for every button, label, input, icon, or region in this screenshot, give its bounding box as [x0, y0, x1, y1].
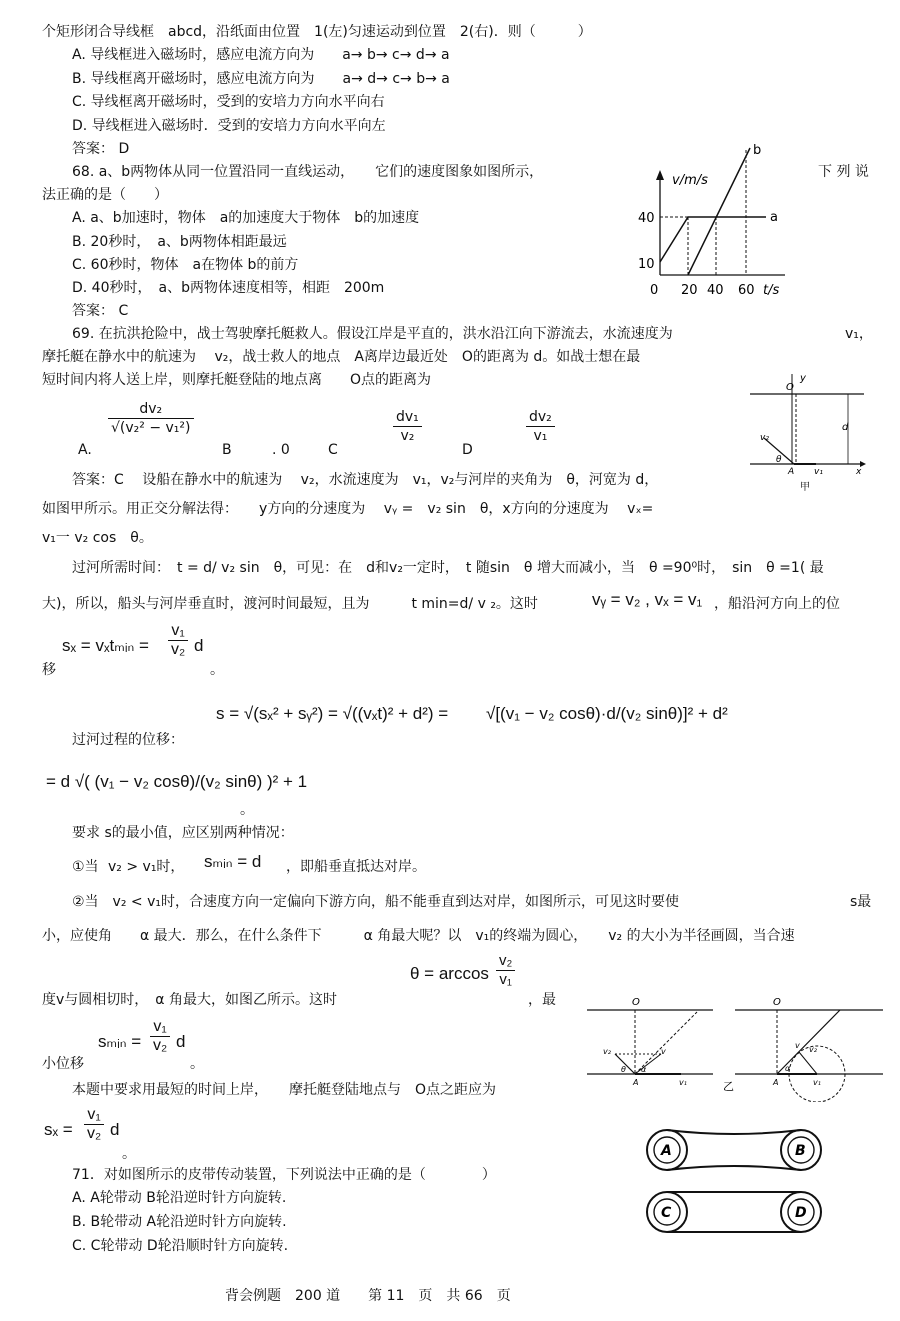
q69-stem-line2: 摩托艇在静水中的航速为 v₂，战士救人的地点 A离岸边最近处 O的距离为 d。如战士想在最 — [42, 349, 641, 365]
q69-stem-line3: 短时间内将人送上岸，则摩托艇登陆的地点离 O点的距离为 — [42, 372, 432, 388]
q68-option-d: D. 40秒时， a、b两物体速度相等，相距 200m — [72, 280, 385, 296]
q67-option-d: D. 导线框进入磁场时．受到的安培力方向水平向左 — [72, 118, 386, 134]
q69-case2-line1-tail: s最 — [850, 894, 872, 910]
belt-figure — [645, 1120, 825, 1270]
page-footer: 背会例题 200 道 第 11 页 共 66 页 — [225, 1288, 511, 1304]
q69-theta-formula: θ = arccos — [410, 964, 489, 983]
q68-stem: 68. a、b两物体从同一位置沿同一直线运动， 它们的速度图象如图所示， — [72, 164, 544, 180]
belt-cd — [647, 1192, 821, 1232]
q68-stem-tail: 下 列 说 — [818, 164, 869, 180]
q69-sx-prefix: sₓ = — [44, 1120, 73, 1139]
q69-smin-period: 。 — [190, 1056, 204, 1072]
q69-smin-word: 小位移 — [42, 1056, 84, 1072]
wheel-b-label: B — [795, 1143, 806, 1159]
q69-crossing-disp-formula: = d √( (v₁ − v₂ cosθ)/(v₂ sinθ) )² + 1 — [46, 772, 308, 791]
q69-answer-line1: 答案：C 设船在静水中的航速为 v₂，水流速度为 v₁，v₂与河岸的夹角为 θ，河宽为 d， — [72, 472, 659, 488]
q69-answer-line2: 如图甲所示。用正交分解法得： y方向的分速度为 vᵧ = v₂ sin θ，x方向的分速度为 vₓ= — [42, 501, 654, 517]
vt-label-b: b — [753, 143, 762, 158]
q69-stem: 69. 在抗洪抢险中，战士驾驶摩托艇救人。假设江岸是平直的，洪水沿江向下游流去，水流速度为 — [72, 326, 673, 342]
q69-option-b-value: . 0 — [272, 442, 290, 458]
q69-disp-word: 移 — [42, 662, 56, 678]
svg-text:α: α — [785, 1064, 791, 1073]
figure-yi — [585, 992, 885, 1102]
q69-case1-a: ①当 — [72, 859, 99, 875]
q68-option-a: A. a、b加速时，物体 a的加速度大于物体 b的加速度 — [72, 210, 420, 226]
q69-case1-d: ，即船垂直抵达对岸。 — [286, 859, 426, 875]
svg-text:v₂: v₂ — [809, 1045, 817, 1054]
q69-time-line2c: ，船沿河方向上的位 — [714, 596, 840, 612]
q68-option-b: B. 20秒时， a、b两物体相距最远 — [72, 234, 287, 250]
q71-option-b: B. B轮带动 A轮沿逆时针方向旋转. — [72, 1214, 287, 1230]
vt-label-a: a — [770, 210, 778, 225]
vt-xtick-60: 60 — [738, 283, 755, 298]
svg-text:甲: 甲 — [800, 482, 810, 493]
q69-sx-period: 。 — [122, 1146, 136, 1162]
q69-disp-frac: $\frac{\text{v₁}}{\text{v₂}}$ — [168, 622, 188, 659]
wheel-a-label: A — [661, 1143, 672, 1159]
q68-option-c: C. 60秒时，物体 a在物体 b的前方 — [72, 257, 299, 273]
vt-y-axis-label: v/m/s — [672, 173, 708, 188]
q69-sx-tail: d — [110, 1120, 120, 1139]
q67-stem: 个矩形闭合导线框 abcd，沿纸面由位置 1(左)匀速运动到位置 2(右)．则（ ） — [42, 24, 592, 40]
q71-option-a: A. A轮带动 B轮沿逆时针方向旋转. — [72, 1190, 287, 1206]
q69-conclusion: 本题中要求用最短的时间上岸， 摩托艇登陆地点与 O点之距应为 — [72, 1082, 497, 1098]
q69-s-formula-left: s = √(sₓ² + sᵧ²) = √((vₓt)² + d²) = — [216, 704, 449, 723]
q69-min-intro: 要求 s的最小值，应区别两种情况： — [72, 825, 294, 841]
svg-text:v₂: v₂ — [760, 433, 769, 443]
svg-text:v₁: v₁ — [814, 467, 823, 477]
svg-text:A: A — [633, 1078, 639, 1087]
q69-smin-frac: $\frac{\text{v₁}}{\text{v₂}}$ — [150, 1018, 170, 1055]
q69-theta-frac: $\frac{\text{v₂}}{\text{v₁}}$ — [496, 952, 515, 989]
q67-option-b: B. 导线框离开磁场时，感应电流方向为 a→ d→ c→ b→ a — [72, 71, 450, 87]
q69-case2-line1: ②当 v₂ < v₁时，合速度方向一定偏向下游方向，船不能垂直到达对岸，如图所示，可见这时要使 — [72, 894, 679, 910]
q69-option-d-frac: $\frac{\text{dv₂}}{\text{v₁}}$ — [526, 408, 555, 445]
svg-text:θ: θ — [621, 1065, 626, 1074]
vt-xtick-40: 40 — [707, 283, 724, 298]
svg-text:v₁: v₁ — [813, 1078, 821, 1087]
svg-text:v: v — [661, 1047, 666, 1056]
q69-time-line2b: vᵧ = v₂ , vₓ = v₁ — [592, 590, 703, 609]
q69-case2-line3-tail: ，最 — [528, 992, 556, 1008]
q68-stem-line2: 法正确的是（ ） — [42, 187, 168, 203]
svg-text:O: O — [773, 997, 781, 1008]
vt-line-b — [688, 148, 750, 275]
svg-text:y: y — [800, 373, 806, 384]
vt-x-axis-label: t/s — [763, 283, 780, 298]
q69-crossing-disp-period: 。 — [240, 802, 254, 818]
svg-text:x: x — [856, 467, 862, 477]
q69-sx-frac: $\frac{\text{v₁}}{\text{v₂}}$ — [84, 1106, 104, 1143]
wheel-d-label: D — [795, 1205, 807, 1221]
svg-text:A: A — [773, 1078, 779, 1087]
svg-text:v: v — [795, 1041, 800, 1050]
q69-case1-c: sₘᵢₙ = d — [204, 852, 262, 871]
q69-time-line1: 过河所需时间： t = d/ v₂ sin θ，可见：在 d和v₂一定时， t 随sin θ 增大而减小，当 θ =90⁰时， sin θ =1( 最 — [72, 560, 824, 576]
q69-disp-prefix: sₓ = vₓtₘᵢₙ = — [62, 636, 149, 655]
svg-text:d: d — [842, 422, 849, 433]
q69-case1-b: v₂ > v₁时， — [108, 859, 185, 875]
q69-answer-line3: v₁一 v₂ cos θ。 — [42, 530, 153, 546]
svg-text:v₂: v₂ — [603, 1047, 611, 1056]
svg-text:v₁: v₁ — [679, 1078, 687, 1087]
q69-smin-prefix: sₘᵢₙ = — [98, 1032, 142, 1051]
q69-option-c-frac: $\frac{\text{dv₁}}{\text{v₂}}$ — [393, 408, 422, 445]
svg-text:A: A — [788, 467, 795, 477]
wheel-c-label: C — [661, 1205, 672, 1221]
q69-option-a-frac: $\frac{\text{dv₂}}{\text{√(v₂² − v₁²)}}$ — [108, 400, 194, 437]
vt-ytick-10: 10 — [638, 257, 655, 272]
q67-option-a: A. 导线框进入磁场时，感应电流方向为 a→ b→ c→ d→ a — [72, 47, 450, 63]
q69-disp-tail: d — [194, 636, 204, 655]
q71-option-c: C. C轮带动 D轮沿顺时针方向旋转. — [72, 1238, 289, 1254]
q69-option-c-label: C — [328, 442, 338, 458]
figure-jia — [742, 372, 867, 494]
svg-text:α: α — [641, 1065, 647, 1074]
svg-text:O: O — [632, 997, 640, 1008]
q69-case2-line3: 度v与圆相切时， α 角最大，如图乙所示。这时 — [42, 992, 337, 1008]
q69-time-line2a: 大)，所以，船头与河岸垂直时，渡河时间最短，且为 t min=d/ v ₂。这时 — [42, 596, 538, 612]
q69-s-formula-right: √[(v₁ − v₂ cosθ)·d/(v₂ sinθ)]² + d² — [486, 704, 728, 723]
q67-answer: 答案： D — [72, 141, 130, 157]
q68-answer: 答案： C — [72, 303, 129, 319]
q69-stem-v1: v₁， — [845, 326, 873, 342]
q69-option-a-label: A. — [78, 442, 92, 458]
vt-graph — [630, 140, 800, 300]
q69-option-b-label: B — [222, 442, 232, 458]
vt-ytick-40: 40 — [638, 211, 655, 226]
svg-text:θ: θ — [776, 455, 782, 465]
q71-stem: 71．对如图所示的皮带传动装置，下列说法中正确的是（ ） — [72, 1167, 496, 1183]
belt-ab — [647, 1130, 821, 1170]
q69-smin-tail: d — [176, 1032, 186, 1051]
q67-option-c: C. 导线框离开磁场时，受到的安培力方向水平向右 — [72, 94, 385, 110]
q69-case2-line2: 小，应使角 α 最大．那么，在什么条件下 α 角最大呢？以 v₁的终端为圆心， v₂ 的大小为半径画圆，当合速 — [42, 928, 795, 944]
svg-text:O: O — [786, 382, 794, 393]
vt-xtick-0: 0 — [650, 283, 659, 298]
svg-text:乙: 乙 — [723, 1080, 734, 1093]
q69-disp-period: 。 — [210, 662, 224, 678]
q69-option-d-label: D — [462, 442, 473, 458]
vt-xtick-20: 20 — [681, 283, 698, 298]
q69-crossing-disp-label: 过河过程的位移： — [72, 732, 184, 748]
